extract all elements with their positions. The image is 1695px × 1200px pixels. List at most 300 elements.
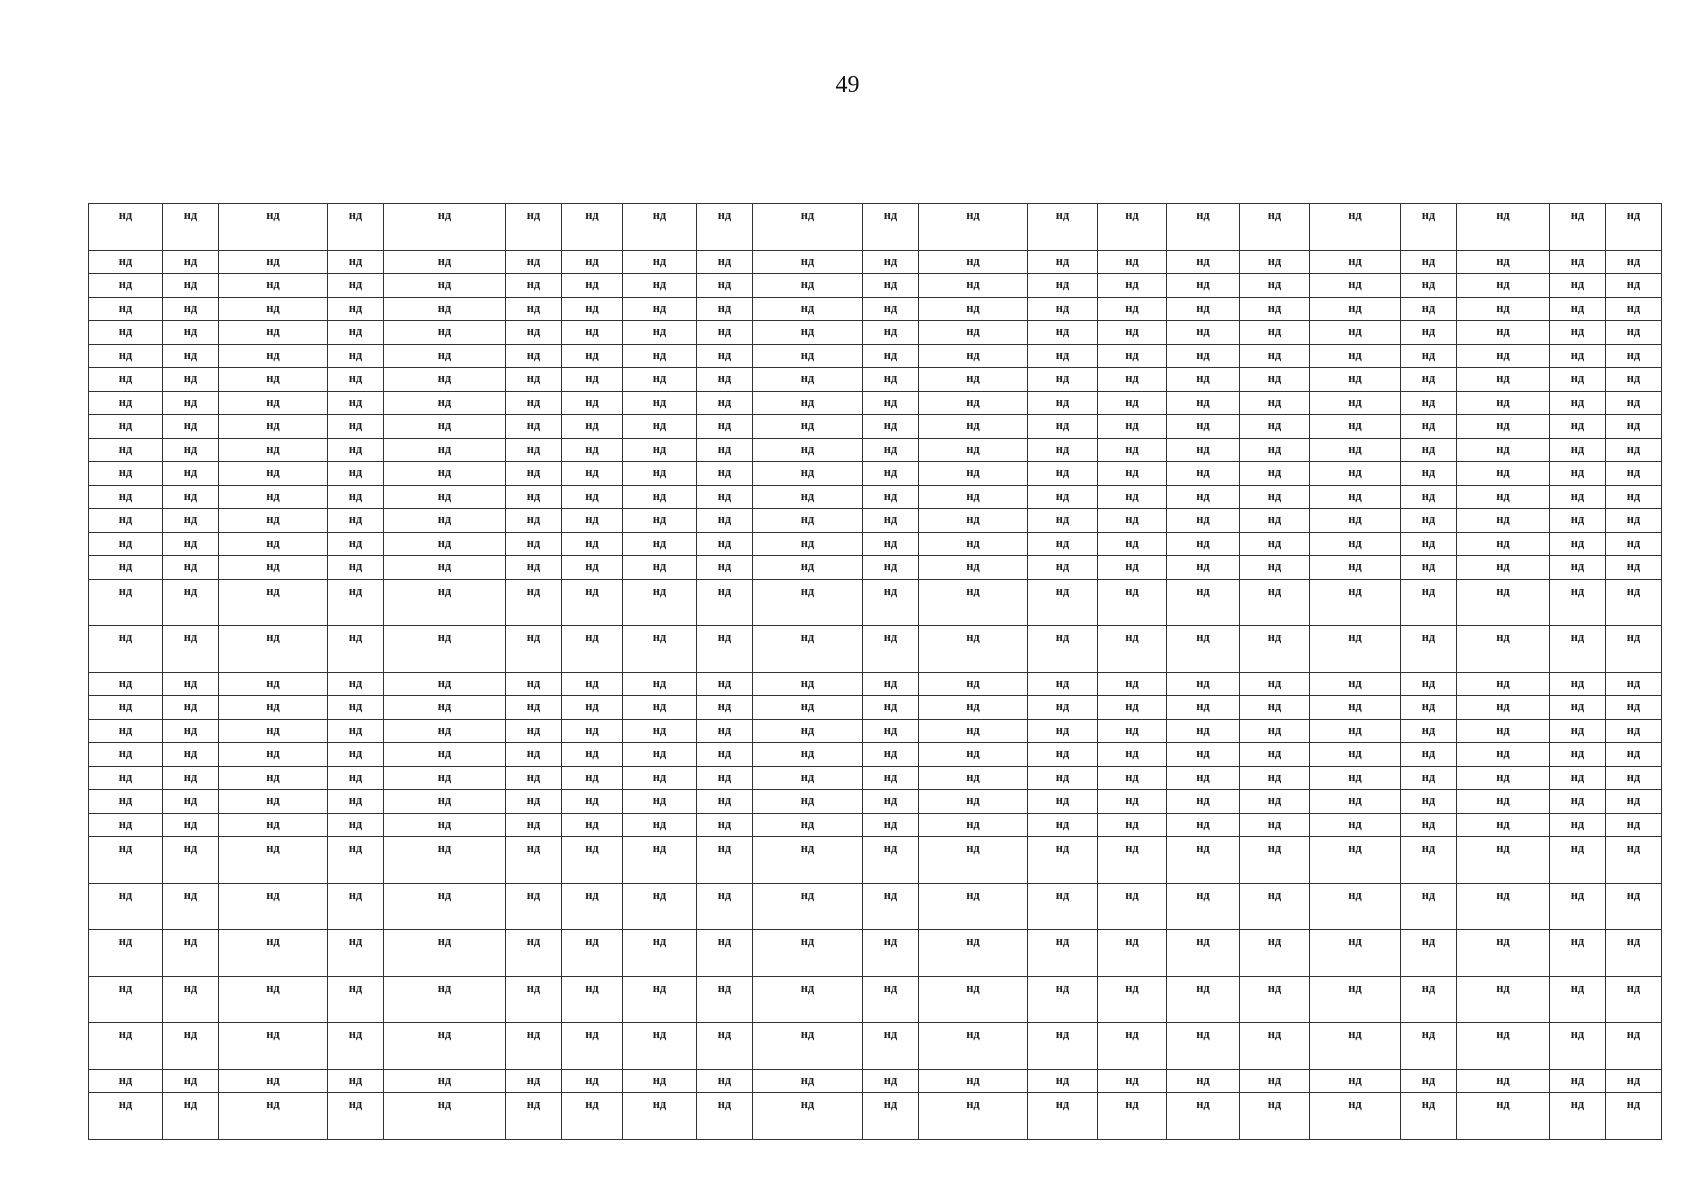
table-cell: нд <box>623 250 697 274</box>
table-cell: нд <box>623 626 697 673</box>
table-cell: нд <box>163 813 219 837</box>
table-cell: нд <box>1550 344 1606 368</box>
table-cell: нд <box>163 696 219 720</box>
table-cell: нд <box>623 344 697 368</box>
table-cell: нд <box>163 368 219 392</box>
table-cell: нд <box>1028 556 1098 580</box>
table-cell: нд <box>328 813 384 837</box>
table-cell: нд <box>753 391 863 415</box>
table-cell: нд <box>163 391 219 415</box>
table-cell: нд <box>1606 415 1662 439</box>
table-cell: нд <box>1240 1069 1310 1093</box>
table-cell: нд <box>863 391 919 415</box>
table-cell: нд <box>623 204 697 251</box>
table-cell: нд <box>1401 1069 1457 1093</box>
table-cell: нд <box>163 297 219 321</box>
table-cell: нд <box>328 1023 384 1070</box>
table-row <box>89 509 1662 533</box>
table-cell: нд <box>919 556 1028 580</box>
table-cell: нд <box>562 368 623 392</box>
table-cell: нд <box>1457 790 1550 814</box>
table-cell: нд <box>1606 344 1662 368</box>
table-cell: нд <box>697 672 753 696</box>
table-cell: нд <box>1240 743 1310 767</box>
table-cell: нд <box>384 579 506 626</box>
table-cell: нд <box>1550 556 1606 580</box>
table-cell: нд <box>1606 579 1662 626</box>
table-cell: нд <box>1098 837 1167 884</box>
table-cell: нд <box>89 579 163 626</box>
table-cell: нд <box>623 930 697 977</box>
table-cell: нд <box>1167 883 1240 930</box>
table-cell: нд <box>753 790 863 814</box>
table-cell: нд <box>1606 672 1662 696</box>
table-cell: нд <box>219 696 328 720</box>
table-cell: нд <box>384 344 506 368</box>
table-cell: нд <box>697 579 753 626</box>
table-cell: нд <box>1310 462 1401 486</box>
table-row <box>89 813 1662 837</box>
table-cell: нд <box>1550 368 1606 392</box>
table-cell: нд <box>1606 1023 1662 1070</box>
table-cell: нд <box>163 766 219 790</box>
table-cell: нд <box>562 1069 623 1093</box>
table-cell: нд <box>1550 274 1606 298</box>
table-cell: нд <box>89 672 163 696</box>
table-cell: нд <box>1028 766 1098 790</box>
table-cell: нд <box>623 579 697 626</box>
table-cell: нд <box>506 1093 562 1140</box>
table-cell: нд <box>1606 790 1662 814</box>
table-cell: нд <box>1550 626 1606 673</box>
table-cell: нд <box>1098 368 1167 392</box>
table-cell: нд <box>384 813 506 837</box>
table-cell: нд <box>1606 976 1662 1023</box>
table-cell: нд <box>919 930 1028 977</box>
table-cell: нд <box>753 813 863 837</box>
table-cell: нд <box>1606 438 1662 462</box>
table-cell: нд <box>863 1069 919 1093</box>
table-cell: нд <box>1167 930 1240 977</box>
table-cell: нд <box>1028 274 1098 298</box>
table-cell: нд <box>1606 837 1662 884</box>
table-cell: нд <box>328 274 384 298</box>
table-cell: нд <box>328 321 384 345</box>
table-cell: нд <box>1550 696 1606 720</box>
table-cell: нд <box>919 719 1028 743</box>
table-cell: нд <box>1240 415 1310 439</box>
table-cell: нд <box>328 930 384 977</box>
table-cell: нд <box>753 626 863 673</box>
table-cell: нд <box>506 976 562 1023</box>
table-cell: нд <box>219 204 328 251</box>
table-cell: нд <box>562 883 623 930</box>
table-cell: нд <box>1310 297 1401 321</box>
table-cell: нд <box>384 696 506 720</box>
table-cell: нд <box>384 509 506 533</box>
table-cell: нд <box>1457 204 1550 251</box>
table-cell: нд <box>1550 415 1606 439</box>
table-cell: нд <box>1240 438 1310 462</box>
table-cell: нд <box>1028 626 1098 673</box>
table-cell: нд <box>1240 532 1310 556</box>
table-cell: нд <box>1401 321 1457 345</box>
table-cell: нд <box>863 883 919 930</box>
table-cell: нд <box>919 976 1028 1023</box>
table-cell: нд <box>562 696 623 720</box>
table-cell: нд <box>1028 1023 1098 1070</box>
table-cell: нд <box>219 837 328 884</box>
table-cell: нд <box>1401 509 1457 533</box>
table-cell: нд <box>1457 1069 1550 1093</box>
table-cell: нд <box>163 556 219 580</box>
table-cell: нд <box>1310 976 1401 1023</box>
table-cell: нд <box>1098 719 1167 743</box>
table-row <box>89 743 1662 767</box>
table-cell: нд <box>1457 321 1550 345</box>
table-cell: нд <box>1606 391 1662 415</box>
table-cell: нд <box>919 1069 1028 1093</box>
table-row <box>89 204 1662 251</box>
table-cell: нд <box>863 274 919 298</box>
table-cell: нд <box>328 976 384 1023</box>
table-cell: нд <box>89 368 163 392</box>
table-cell: нд <box>1401 462 1457 486</box>
table-cell: нд <box>384 743 506 767</box>
table-cell: нд <box>1167 509 1240 533</box>
table-cell: нд <box>219 368 328 392</box>
table-cell: нд <box>1098 626 1167 673</box>
table-cell: нд <box>89 462 163 486</box>
table-cell: нд <box>697 415 753 439</box>
table-cell: нд <box>384 204 506 251</box>
table-cell: нд <box>163 509 219 533</box>
table-cell: нд <box>863 556 919 580</box>
table-cell: нд <box>163 626 219 673</box>
table-cell: нд <box>623 274 697 298</box>
table-cell: нд <box>623 1069 697 1093</box>
table-cell: нд <box>1240 250 1310 274</box>
table-cell: нд <box>1550 321 1606 345</box>
table-cell: нд <box>1310 696 1401 720</box>
table-cell: нд <box>697 250 753 274</box>
table-cell: нд <box>753 462 863 486</box>
table-cell: нд <box>1167 462 1240 486</box>
table-cell: нд <box>219 930 328 977</box>
table-cell: нд <box>697 837 753 884</box>
table-cell: нд <box>1606 485 1662 509</box>
table-cell: нд <box>919 297 1028 321</box>
table-cell: нд <box>1167 321 1240 345</box>
table-cell: нд <box>1167 696 1240 720</box>
table-cell: нд <box>1240 556 1310 580</box>
table-cell: нд <box>1457 579 1550 626</box>
table-cell: нд <box>623 321 697 345</box>
table-cell: нд <box>384 297 506 321</box>
table-cell: нд <box>328 672 384 696</box>
table-cell: нд <box>89 813 163 837</box>
table-cell: нд <box>1167 579 1240 626</box>
table-cell: нд <box>163 579 219 626</box>
table-cell: нд <box>1098 579 1167 626</box>
table-cell: нд <box>562 462 623 486</box>
table-row <box>89 766 1662 790</box>
table-cell: нд <box>1167 976 1240 1023</box>
table-cell: нд <box>697 509 753 533</box>
table-cell: нд <box>1310 344 1401 368</box>
table-cell: нд <box>1240 391 1310 415</box>
table-cell: нд <box>163 743 219 767</box>
table-cell: нд <box>623 556 697 580</box>
table-cell: нд <box>1457 391 1550 415</box>
table-cell: нд <box>919 813 1028 837</box>
table-cell: нд <box>919 415 1028 439</box>
table-cell: нд <box>562 532 623 556</box>
table-cell: нд <box>163 1023 219 1070</box>
table-cell: нд <box>1240 321 1310 345</box>
table-cell: нд <box>1028 485 1098 509</box>
table-cell: нд <box>1457 930 1550 977</box>
table-cell: нд <box>623 672 697 696</box>
table-cell: нд <box>328 790 384 814</box>
table-cell: нд <box>1240 509 1310 533</box>
table-cell: нд <box>1550 391 1606 415</box>
table-cell: нд <box>1167 1093 1240 1140</box>
table-cell: нд <box>1550 204 1606 251</box>
table-cell: нд <box>219 556 328 580</box>
table-cell: нд <box>1606 250 1662 274</box>
table-cell: нд <box>1310 1093 1401 1140</box>
table-cell: нд <box>89 204 163 251</box>
table-cell: нд <box>1167 1069 1240 1093</box>
table-cell: нд <box>163 204 219 251</box>
table-cell: нд <box>1457 696 1550 720</box>
table-cell: нд <box>1310 790 1401 814</box>
table-cell: нд <box>919 250 1028 274</box>
table-cell: нд <box>506 344 562 368</box>
table-cell: нд <box>1457 743 1550 767</box>
table-cell: нд <box>1310 204 1401 251</box>
table-cell: нд <box>562 344 623 368</box>
table-cell: нд <box>919 462 1028 486</box>
table-cell: нд <box>1098 344 1167 368</box>
table-cell: нд <box>1098 556 1167 580</box>
table-cell: нд <box>506 837 562 884</box>
table-cell: нд <box>697 485 753 509</box>
table-cell: нд <box>1457 837 1550 884</box>
table-cell: нд <box>753 250 863 274</box>
table-cell: нд <box>1550 509 1606 533</box>
table-cell: нд <box>753 696 863 720</box>
table-cell: нд <box>562 930 623 977</box>
table-cell: нд <box>506 626 562 673</box>
table-cell: нд <box>1098 813 1167 837</box>
table-cell: нд <box>697 976 753 1023</box>
table-cell: нд <box>1457 672 1550 696</box>
table-cell: нд <box>506 250 562 274</box>
table-cell: нд <box>506 368 562 392</box>
table-cell: нд <box>1167 1023 1240 1070</box>
table-row <box>89 672 1662 696</box>
table-row <box>89 883 1662 930</box>
table-cell: нд <box>1457 976 1550 1023</box>
table-cell: нд <box>1550 813 1606 837</box>
table-cell: нд <box>623 1023 697 1070</box>
table-cell: нд <box>1550 297 1606 321</box>
table-cell: нд <box>1401 438 1457 462</box>
table-cell: нд <box>1606 719 1662 743</box>
table-cell: нд <box>1028 976 1098 1023</box>
table-cell: нд <box>89 719 163 743</box>
table-cell: нд <box>1401 250 1457 274</box>
table-cell: нд <box>384 532 506 556</box>
table-cell: нд <box>1098 415 1167 439</box>
table-cell: нд <box>1606 297 1662 321</box>
table-cell: нд <box>753 672 863 696</box>
table-cell: нд <box>919 438 1028 462</box>
table-cell: нд <box>697 204 753 251</box>
table-cell: нд <box>1457 766 1550 790</box>
table-cell: нд <box>919 790 1028 814</box>
table-cell: нд <box>1401 344 1457 368</box>
table-cell: нд <box>753 766 863 790</box>
table-cell: нд <box>384 626 506 673</box>
table-cell: нд <box>863 485 919 509</box>
table-cell: нд <box>1606 813 1662 837</box>
table-cell: нд <box>328 368 384 392</box>
table-cell: нд <box>1606 462 1662 486</box>
table-cell: нд <box>1240 672 1310 696</box>
table-cell: нд <box>1167 532 1240 556</box>
table-cell: нд <box>697 438 753 462</box>
table-cell: нд <box>753 976 863 1023</box>
table-cell: нд <box>1310 556 1401 580</box>
table-cell: нд <box>1310 438 1401 462</box>
table-cell: нд <box>863 672 919 696</box>
table-cell: нд <box>863 415 919 439</box>
table-cell: нд <box>1240 1023 1310 1070</box>
table-cell: нд <box>1028 1093 1098 1140</box>
table-cell: нд <box>219 883 328 930</box>
table-cell: нд <box>1240 368 1310 392</box>
table-row <box>89 790 1662 814</box>
table-cell: нд <box>1098 1069 1167 1093</box>
table-cell: нд <box>863 743 919 767</box>
table-cell: нд <box>753 344 863 368</box>
table-cell: нд <box>506 790 562 814</box>
table-cell: нд <box>1167 485 1240 509</box>
table-cell: нд <box>623 1093 697 1140</box>
table-cell: нд <box>328 297 384 321</box>
table-cell: нд <box>1606 883 1662 930</box>
table-cell: нд <box>506 204 562 251</box>
table-cell: нд <box>219 672 328 696</box>
table-cell: нд <box>89 509 163 533</box>
table-cell: нд <box>1457 250 1550 274</box>
table-row <box>89 485 1662 509</box>
table-row <box>89 930 1662 977</box>
table-cell: нд <box>1167 415 1240 439</box>
table-cell: нд <box>1457 883 1550 930</box>
table-cell: нд <box>919 321 1028 345</box>
table-cell: нд <box>1028 837 1098 884</box>
table-cell: нд <box>89 837 163 884</box>
table-cell: нд <box>1240 297 1310 321</box>
table-cell: нд <box>1457 415 1550 439</box>
table-cell: нд <box>384 274 506 298</box>
table-cell: нд <box>506 532 562 556</box>
table-cell: нд <box>384 438 506 462</box>
table-cell: нд <box>919 883 1028 930</box>
table-cell: нд <box>623 509 697 533</box>
table-cell: нд <box>1310 579 1401 626</box>
table-row <box>89 274 1662 298</box>
table-cell: нд <box>506 415 562 439</box>
table-cell: нд <box>753 743 863 767</box>
table-cell: нд <box>1606 696 1662 720</box>
table-cell: нд <box>163 1093 219 1140</box>
table-row <box>89 391 1662 415</box>
table-cell: нд <box>89 344 163 368</box>
table-cell: нд <box>1098 696 1167 720</box>
table-cell: нд <box>1401 696 1457 720</box>
table-cell: нд <box>506 579 562 626</box>
table-cell: нд <box>753 297 863 321</box>
table-cell: нд <box>1028 930 1098 977</box>
table-cell: нд <box>219 344 328 368</box>
table-cell: нд <box>219 790 328 814</box>
table-cell: нд <box>562 509 623 533</box>
table-cell: нд <box>697 321 753 345</box>
table-cell: нд <box>163 438 219 462</box>
table-cell: нд <box>163 274 219 298</box>
table-cell: нд <box>1098 204 1167 251</box>
table-cell: нд <box>506 743 562 767</box>
table-cell: нд <box>1457 344 1550 368</box>
table-cell: нд <box>863 719 919 743</box>
table-cell: нд <box>89 766 163 790</box>
table-cell: нд <box>1310 626 1401 673</box>
table-cell: нд <box>1550 719 1606 743</box>
table-cell: нд <box>506 766 562 790</box>
table-cell: нд <box>89 930 163 977</box>
table-cell: нд <box>697 391 753 415</box>
table-cell: нд <box>1550 743 1606 767</box>
table-cell: нд <box>919 509 1028 533</box>
table-cell: нд <box>163 719 219 743</box>
table-cell: нд <box>697 790 753 814</box>
table-cell: нд <box>753 485 863 509</box>
table-cell: нд <box>328 532 384 556</box>
table-cell: нд <box>562 438 623 462</box>
table-cell: нд <box>863 321 919 345</box>
table-cell: нд <box>1240 204 1310 251</box>
table-cell: нд <box>1167 438 1240 462</box>
table-cell: нд <box>1310 250 1401 274</box>
table-cell: нд <box>1310 837 1401 884</box>
table-cell: нд <box>623 976 697 1023</box>
table-cell: нд <box>1167 837 1240 884</box>
table-cell: нд <box>1167 250 1240 274</box>
table-cell: нд <box>1240 462 1310 486</box>
table-cell: нд <box>328 250 384 274</box>
table-cell: нд <box>1098 462 1167 486</box>
table-cell: нд <box>863 204 919 251</box>
table-cell: нд <box>1310 1069 1401 1093</box>
table-cell: нд <box>1606 204 1662 251</box>
table-cell: нд <box>1240 790 1310 814</box>
table-cell: нд <box>1240 837 1310 884</box>
